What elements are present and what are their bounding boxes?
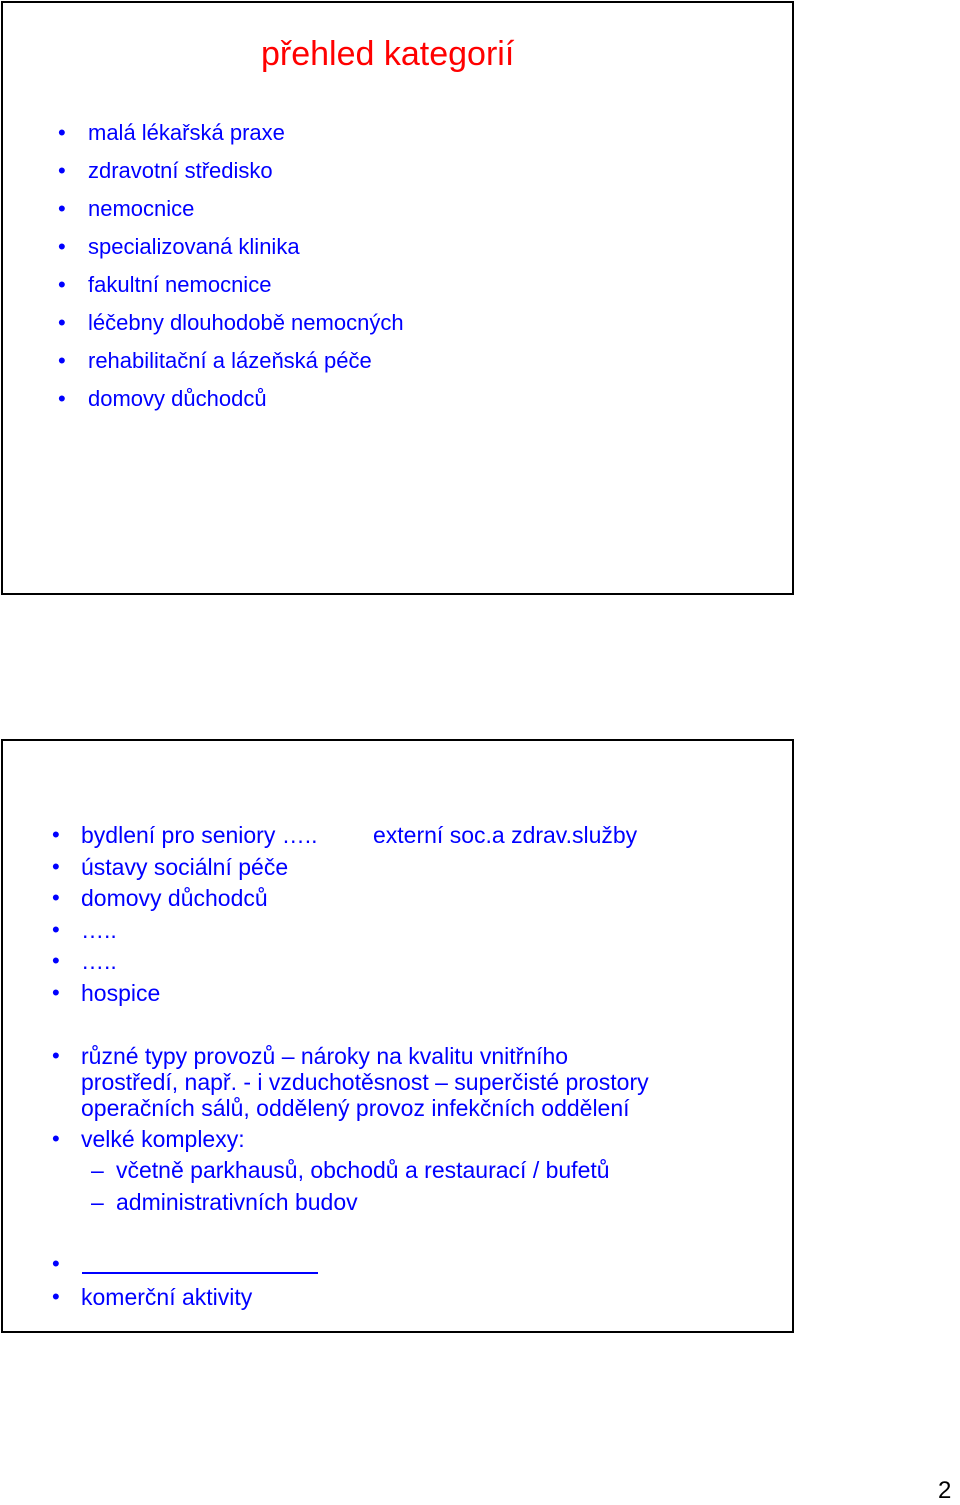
dash: –: [91, 1189, 104, 1215]
bullet: •: [58, 196, 66, 221]
bullet: •: [52, 980, 60, 1005]
list-item-label: komerční aktivity: [81, 1284, 253, 1310]
dash: –: [91, 1157, 104, 1183]
bullet: •: [52, 885, 60, 910]
bullet: •: [52, 854, 60, 879]
bullet: •: [52, 1126, 60, 1151]
bullet: •: [52, 1251, 60, 1276]
bullet: •: [52, 1284, 60, 1309]
list-item-label: domovy důchodců: [81, 885, 268, 911]
list-item-label: specializovaná klinika: [88, 234, 300, 259]
complexes-label: velké komplexy:: [81, 1126, 245, 1152]
list-item-label: hospice: [81, 980, 161, 1006]
page-number: 2: [938, 1477, 952, 1504]
list-item-label: nemocnice: [88, 196, 195, 221]
bullet: •: [52, 917, 60, 942]
paragraph-line: různé typy provozů – nároky na kvalitu vnitřního: [81, 1043, 569, 1069]
paragraph-line: operačních sálů, oddělený provoz infekčních oddělení: [81, 1095, 630, 1121]
bullet: •: [58, 272, 66, 297]
paragraph-line: prostředí, např. - i vzduchotěsnost – superčisté prostory: [81, 1069, 649, 1095]
bullet: •: [58, 120, 66, 145]
side-note: externí soc.a zdrav.služby: [373, 822, 638, 848]
sub-list-item-label: včetně parkhausů, obchodů a restaurací / bufetů: [116, 1157, 610, 1183]
list-item-label: malá lékařská praxe: [88, 120, 285, 145]
list-item-label: …..: [81, 948, 117, 974]
list-item-label: fakultní nemocnice: [88, 272, 272, 297]
bullet: •: [58, 310, 66, 335]
list-item-label: domovy důchodců: [88, 386, 267, 411]
bullet: •: [52, 1043, 60, 1068]
list-item-label: léčebny dlouhodobě nemocných: [88, 310, 404, 335]
list-item-label: ústavy sociální péče: [81, 854, 289, 880]
blank-fill-line: [82, 1272, 318, 1274]
list-item-label: bydlení pro seniory …..: [81, 822, 318, 848]
slide-title: přehled kategorií: [261, 35, 515, 73]
bullet: •: [58, 348, 66, 373]
list-item-label: zdravotní středisko: [88, 158, 273, 183]
slide-2: [1, 739, 794, 1333]
bullet: •: [52, 822, 60, 847]
bullet: •: [58, 158, 66, 183]
slide-1: [1, 1, 794, 595]
bullet: •: [58, 234, 66, 259]
list-item-label: rehabilitační a lázeňská péče: [88, 348, 372, 373]
bullet: •: [58, 386, 66, 411]
list-item-label: …..: [81, 917, 117, 943]
bullet: •: [52, 948, 60, 973]
sub-list-item-label: administrativních budov: [116, 1189, 358, 1215]
